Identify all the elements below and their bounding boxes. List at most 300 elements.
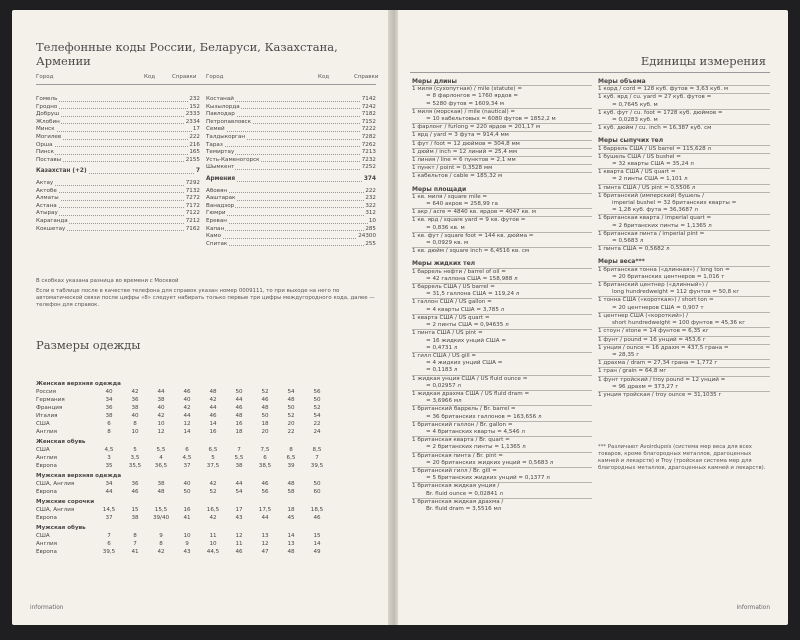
unit-item <box>412 208 592 216</box>
size-value: 52 <box>261 389 269 395</box>
size-label: Англия <box>36 429 57 435</box>
city-name: Минск <box>36 126 55 133</box>
city-code: 152 <box>189 103 200 110</box>
unit-item <box>598 336 770 344</box>
unit-item <box>412 482 592 497</box>
unit-line: 1 баррель нефти / barrel of oil = <box>412 268 506 275</box>
size-group-label: Женская верхняя одежда <box>36 381 121 387</box>
city-name: Казахстан (+2) <box>36 168 87 175</box>
unit-line: 1 британская жидкая унция / <box>412 483 500 490</box>
size-value: 42 <box>157 413 165 419</box>
size-value: 52 <box>313 405 321 411</box>
code-row <box>36 149 200 157</box>
size-label: Европа <box>36 489 57 495</box>
size-group-row <box>36 496 330 506</box>
code-row <box>206 164 376 172</box>
unit-line: 1 миля (морская) / mile (nautical) = <box>412 108 516 115</box>
size-value: 22 <box>313 421 321 427</box>
size-value: 10 <box>183 533 191 539</box>
size-value: 9 <box>159 533 163 539</box>
size-label: США <box>36 421 50 427</box>
size-value: 50 <box>313 397 321 403</box>
unit-line: 1 ярд / yard = 3 фута = 914,4 мм <box>412 132 509 139</box>
size-value: 40 <box>183 481 191 487</box>
unit-line: = 4 жидких унций США = <box>426 360 503 367</box>
size-row <box>36 396 330 404</box>
unit-line: = 31,5 галлона США = 119,24 л <box>426 291 520 298</box>
city-name: Талдыкорган <box>206 133 246 140</box>
size-value: 12 <box>261 541 269 547</box>
unit-item <box>598 145 770 153</box>
unit-item <box>598 266 770 281</box>
size-value: 49 <box>313 549 321 555</box>
size-value: 46 <box>235 405 243 411</box>
city-name: Ереван <box>206 217 227 224</box>
unit-line: = 32 кварты США = 35,24 л <box>612 161 694 168</box>
size-value: 44,5 <box>206 549 220 555</box>
code-row <box>36 104 200 112</box>
code-row <box>36 195 200 203</box>
dot-leader <box>206 192 376 193</box>
size-value: 40 <box>183 397 191 403</box>
size-value: 42 <box>183 405 191 411</box>
weight-footnote: *** Различают Avoirdupois (система мер веса для всех товаров, кроме благородных металлов, драгоценных камней и лекарств) и Troy (тройская система мер для благородных металлов, драгоценных камней и лекарств). <box>598 444 766 471</box>
code-row <box>206 104 376 112</box>
size-value: 38 <box>131 515 139 521</box>
size-value: 37 <box>105 515 113 521</box>
code-row <box>36 96 200 104</box>
unit-line: 1 фунт тройский / troy pound = 12 унций = <box>598 376 726 383</box>
city-code: 7222 <box>361 126 376 133</box>
unit-item <box>412 108 592 123</box>
size-group-label: Мужская верхняя одежда <box>36 473 122 479</box>
unit-line: = 4 британских кварты = 4,546 л <box>426 428 525 435</box>
size-value: 7 <box>107 533 111 539</box>
size-row <box>36 428 330 436</box>
unit-item <box>412 247 592 255</box>
city-name: Петропавловск <box>206 118 252 125</box>
dot-leader <box>36 207 200 208</box>
unit-line: 1 жидкая драхма США / US fluid dram = <box>412 390 530 397</box>
unit-line: = 20 центнеров США = 0,907 т <box>612 304 704 311</box>
size-value: 10 <box>209 541 217 547</box>
unit-line: 1 кабельтов / cable = 185,32 м <box>412 173 503 180</box>
city-code: 7272 <box>185 195 200 202</box>
header-help: Справки <box>354 74 379 80</box>
unit-line: = 36 британских галлонов = 163,656 л <box>426 413 542 420</box>
unit-line: = 640 акров = 258,99 га <box>426 201 498 208</box>
size-value: 15 <box>313 533 321 539</box>
city-name: Шымкент <box>206 164 235 171</box>
unit-item <box>598 192 770 215</box>
city-code: 7262 <box>361 141 376 148</box>
size-value: 7,5 <box>260 447 270 453</box>
unit-line: = 20 британских жидких унций = 0,5683 л <box>426 459 554 466</box>
unit-line: short hundredweight = 100 фунтов = 45,36 кг <box>612 320 746 327</box>
size-row <box>36 404 330 412</box>
header-code: Код <box>318 74 330 80</box>
unit-item <box>598 230 770 245</box>
size-value: 18 <box>235 429 243 435</box>
unit-item <box>598 367 770 375</box>
unit-group-title: Меры площади <box>412 185 467 193</box>
dot-leader <box>36 185 200 186</box>
city-name: Гюмри <box>206 210 226 217</box>
size-value: 16 <box>209 429 217 435</box>
size-value: 44 <box>235 481 243 487</box>
size-value: 38 <box>105 413 113 419</box>
size-row <box>36 462 330 470</box>
unit-item <box>598 124 770 132</box>
unit-line: = 1,28 куб. фута = 36,3687 л <box>612 207 698 214</box>
city-code: 2155 <box>185 156 200 163</box>
unit-line: 1 британская пинта / Br. pint = <box>412 452 503 459</box>
unit-line: 1 бушель США / US bushel = <box>598 153 681 160</box>
unit-line: 1 куб. дюйм / cu. inch = 16,387 куб. см <box>598 125 712 132</box>
size-value: 38 <box>235 463 243 469</box>
size-value: 50 <box>287 405 295 411</box>
city-name: Гомель <box>36 96 58 102</box>
size-value: 50 <box>261 413 269 419</box>
size-value: 18 <box>261 421 269 427</box>
city-code: 7122 <box>185 210 200 217</box>
unit-item <box>598 327 770 335</box>
code-row <box>36 168 200 176</box>
unit-line: 1 дюйм / inch = 12 линий = 25,4 мм <box>412 148 518 155</box>
city-code: 7232 <box>361 156 376 163</box>
unit-item <box>598 376 770 391</box>
size-value: 36 <box>105 405 113 411</box>
city-code: 7 <box>195 168 200 175</box>
code-row <box>206 142 376 150</box>
unit-item <box>412 232 592 247</box>
city-code: 2333 <box>185 111 200 118</box>
size-label: Европа <box>36 549 57 555</box>
clothing-sizes-table <box>36 378 330 556</box>
size-value: 39,5 <box>310 463 324 469</box>
size-value: 5 <box>211 455 215 461</box>
size-value: 48 <box>157 489 165 495</box>
size-value: 41 <box>183 515 191 521</box>
code-row <box>206 126 376 134</box>
city-code: 222 <box>365 187 376 194</box>
size-group-label: Женская обувь <box>36 439 86 445</box>
unit-item <box>598 109 770 124</box>
unit-line: 1 британский центнер («длинный») / <box>598 282 708 289</box>
unit-line: = 28,35 г <box>612 351 640 358</box>
size-group-row <box>36 378 330 388</box>
city-name: Могилев <box>36 133 62 140</box>
unit-line: 1 кв. миля / square mile = <box>412 193 488 200</box>
size-value: 8 <box>159 541 163 547</box>
dot-leader <box>206 223 376 224</box>
size-value: 50 <box>313 481 321 487</box>
city-code: 7282 <box>361 133 376 140</box>
city-code: 222 <box>189 133 200 140</box>
phone-codes-title: Телефонные коды России, Беларуси, Казахстана, Армении <box>36 40 338 68</box>
unit-line: 1 гран / grain = 64,8 мг <box>598 368 667 375</box>
size-row <box>36 420 330 428</box>
dot-leader <box>36 200 200 201</box>
size-value: 46 <box>209 413 217 419</box>
size-value: 13 <box>287 541 295 547</box>
phone-codes-column-2 <box>206 96 376 248</box>
unit-group-title: Меры объема <box>598 78 646 85</box>
unit-line: Br. fluid ounce = 0,02841 л <box>426 490 503 497</box>
code-row <box>206 226 376 234</box>
unit-group-title: Меры сыпучих тел <box>598 137 664 145</box>
size-value: 8,5 <box>312 447 322 453</box>
size-value: 38,5 <box>258 463 272 469</box>
size-value: 7 <box>315 455 319 461</box>
unit-line: 1 галлон США / US gallon = <box>412 299 492 306</box>
dot-leader <box>206 230 376 231</box>
size-value: 6,5 <box>286 455 296 461</box>
unit-line: = 5 британских жидких унций = 0,1377 л <box>426 475 550 482</box>
size-value: 42 <box>209 481 217 487</box>
unit-group-title: Меры веса*** <box>598 258 645 266</box>
unit-item <box>598 359 770 367</box>
dot-leader <box>206 146 376 147</box>
size-value: 42 <box>209 515 217 521</box>
size-value: 38 <box>157 397 165 403</box>
unit-line: = 96 драхм = 373,27 г <box>612 383 679 390</box>
unit-line: = 2 пинты США = 1,101 л <box>612 176 688 183</box>
code-row <box>206 210 376 218</box>
size-value: 46 <box>131 489 139 495</box>
city-code: 165 <box>189 149 200 156</box>
size-value: 40 <box>105 389 113 395</box>
size-value: 7 <box>133 541 137 547</box>
size-value: 46 <box>235 549 243 555</box>
unit-line: = 0,7645 куб. м <box>612 101 658 108</box>
unit-line: long hundredweight = 112 фунтов = 50,8 кг <box>612 289 740 296</box>
unit-line: 1 британская кварта / Br. quart = <box>412 437 510 444</box>
size-value: 45 <box>287 515 295 521</box>
unit-item <box>598 296 770 311</box>
city-code: 7152 <box>361 118 376 125</box>
size-row <box>36 388 330 396</box>
size-value: 8 <box>289 447 293 453</box>
dialing-note: Если в таблице после в качестве телефона для справок указан номер 0009111, то при выходе на него по автоматической связи после цифры «8» следует набирать только первые три цифры междугородного кода, далее — телефон для справок. <box>36 288 375 308</box>
unit-line: 1 баррель США / US barrel = 115,628 л <box>598 145 712 152</box>
unit-item <box>412 156 592 164</box>
code-row <box>206 241 376 249</box>
unit-line: = 0,02957 л <box>426 382 461 389</box>
city-code: 7162 <box>185 225 200 232</box>
city-name: Семей <box>206 126 225 133</box>
unit-item <box>598 214 770 229</box>
size-value: 37,5 <box>206 463 220 469</box>
unit-line: 1 стоун / stone = 14 фунтов = 6,35 кг <box>598 328 709 335</box>
unit-line: = 0,0283 куб. м <box>612 117 658 124</box>
size-value: 8 <box>107 429 111 435</box>
city-code: 232 <box>365 195 376 202</box>
size-value: 17,5 <box>258 507 272 513</box>
size-value: 7 <box>237 447 241 453</box>
unit-line: 1 фунт / pound = 16 унций = 453,6 г <box>598 336 706 343</box>
code-row <box>206 96 376 104</box>
phone-codes-column-1 <box>36 96 200 233</box>
size-value: 14 <box>287 533 295 539</box>
city-name: Спитак <box>206 240 228 247</box>
size-label: США, Англия <box>36 507 75 513</box>
size-value: 52 <box>287 413 295 419</box>
unit-line: 1 британская тонна («длинная») / long ton = <box>598 266 730 273</box>
dot-leader <box>36 131 200 132</box>
city-name: Костанай <box>206 96 234 102</box>
city-code: 7242 <box>361 103 376 110</box>
city-code: 7252 <box>361 164 376 171</box>
unit-line: 1 британский (имперский) бушель / <box>598 192 705 199</box>
unit-line: 1 куб. фут / cu. foot = 1728 куб. дюймов = <box>598 109 723 116</box>
code-row <box>36 111 200 119</box>
unit-line: 1 тонна США («короткая») / short ton = <box>598 297 714 304</box>
size-group-label: Мужская обувь <box>36 525 86 531</box>
unit-line: = 0,836 кв. м <box>426 224 465 231</box>
city-code: 2334 <box>185 118 200 125</box>
unit-line: = 2 британских пинты = 1,1365 л <box>426 444 526 451</box>
size-value: 52 <box>209 489 217 495</box>
size-value: 44 <box>157 389 165 395</box>
unit-line: 1 кв. дюйм / square inch = 6,4516 кв. см <box>412 248 530 255</box>
size-value: 54 <box>235 489 243 495</box>
city-name: Армения <box>206 175 236 182</box>
units-title: Единицы измерения <box>640 54 766 68</box>
code-row <box>206 149 376 157</box>
unit-item <box>412 193 592 208</box>
size-value: 54 <box>313 413 321 419</box>
code-row <box>206 233 376 241</box>
unit-item <box>412 329 592 352</box>
size-value: 12 <box>235 533 243 539</box>
size-value: 20 <box>287 421 295 427</box>
code-row <box>206 134 376 142</box>
unit-line: 1 фут / foot = 12 дюймов = 304,8 мм <box>412 140 520 147</box>
size-group-row <box>36 470 330 480</box>
size-row <box>36 412 330 420</box>
size-value: 34 <box>105 481 113 487</box>
size-value: 12 <box>157 429 165 435</box>
city-name: Кызылорда <box>206 103 240 110</box>
dot-leader <box>206 245 376 246</box>
city-name: Актобе <box>36 187 57 194</box>
city-name: Добруш <box>36 111 60 118</box>
size-value: 24 <box>313 429 321 435</box>
size-value: 48 <box>287 397 295 403</box>
size-value: 36 <box>131 481 139 487</box>
size-value: 43 <box>235 515 243 521</box>
city-name: Павлодар <box>206 111 235 118</box>
size-value: 47 <box>261 549 269 555</box>
unit-item <box>412 314 592 329</box>
right-page <box>398 10 788 625</box>
code-row <box>206 119 376 127</box>
size-value: 36 <box>131 397 139 403</box>
size-value: 48 <box>287 549 295 555</box>
unit-line: = 10 кабельтовых = 6080 футов = 1852,2 м <box>426 116 556 123</box>
size-value: 48 <box>261 405 269 411</box>
unit-item <box>598 93 770 108</box>
size-row <box>36 548 330 556</box>
city-name: Ааштарак <box>206 195 236 202</box>
size-value: 18 <box>287 507 295 513</box>
unit-item <box>598 168 770 183</box>
unit-line: 1 пинта США / US pint = <box>412 330 483 337</box>
size-value: 35,5 <box>128 463 142 469</box>
code-row <box>36 119 200 127</box>
size-label: США <box>36 533 50 539</box>
unit-line: 1 кварта США / US quart = <box>598 169 676 176</box>
unit-item <box>412 216 592 231</box>
city-name: Темиртау <box>206 149 235 156</box>
unit-line: Br. fluid dram = 3,5516 мл <box>426 505 502 512</box>
unit-line: 1 корд / cord = 128 куб. футов = 3,63 куб. м <box>598 86 729 93</box>
city-name: Алматы <box>36 195 59 202</box>
size-value: 3,5 <box>130 455 140 461</box>
city-name: Абовян <box>206 187 228 194</box>
size-label: Англия <box>36 455 57 461</box>
city-name: Усть-Каменогорск <box>206 156 260 163</box>
size-value: 42 <box>131 389 139 395</box>
city-code: 7213 <box>361 149 376 156</box>
unit-item <box>598 344 770 359</box>
size-value: 42 <box>209 397 217 403</box>
units-column-2 <box>598 78 770 399</box>
units-column-1 <box>412 78 592 513</box>
size-value: 35 <box>105 463 113 469</box>
size-value: 15,5 <box>154 507 168 513</box>
code-row <box>36 188 200 196</box>
size-label: Италия <box>36 413 58 419</box>
unit-line: = 0,5683 л <box>612 238 644 245</box>
code-row <box>206 203 376 211</box>
size-value: 8 <box>133 421 137 427</box>
unit-line: 1 британский галлон / Br. gallon = <box>412 421 513 428</box>
size-value: 6 <box>107 421 111 427</box>
dot-leader <box>36 146 200 147</box>
code-row <box>36 226 200 234</box>
city-name: Ванадзор <box>206 202 235 209</box>
city-code: 374 <box>363 175 376 182</box>
size-row <box>36 532 330 540</box>
right-footer: information <box>736 605 770 611</box>
code-row <box>36 218 200 226</box>
unit-line: 1 унция / ounce = 16 драхм = 437,5 грана = <box>598 344 729 351</box>
city-code: 7212 <box>185 217 200 224</box>
unit-item <box>598 391 770 399</box>
unit-item <box>598 153 770 168</box>
size-value: 44 <box>261 515 269 521</box>
unit-item <box>412 268 592 283</box>
size-value: 12 <box>183 421 191 427</box>
size-value: 3 <box>107 455 111 461</box>
size-value: 14 <box>183 429 191 435</box>
unit-item <box>598 85 770 93</box>
unit-item <box>412 283 592 298</box>
size-row <box>36 506 330 514</box>
size-value: 60 <box>313 489 321 495</box>
code-row <box>206 157 376 165</box>
size-value: 5 <box>133 447 137 453</box>
city-code: 232 <box>189 96 200 102</box>
unit-line: = 2 пинты США = 0,94635 л <box>426 322 509 329</box>
size-value: 10 <box>131 429 139 435</box>
city-code: 7142 <box>361 96 376 102</box>
size-value: 20 <box>261 429 269 435</box>
city-name: Кокшетау <box>36 225 66 232</box>
city-code: 255 <box>365 240 376 247</box>
